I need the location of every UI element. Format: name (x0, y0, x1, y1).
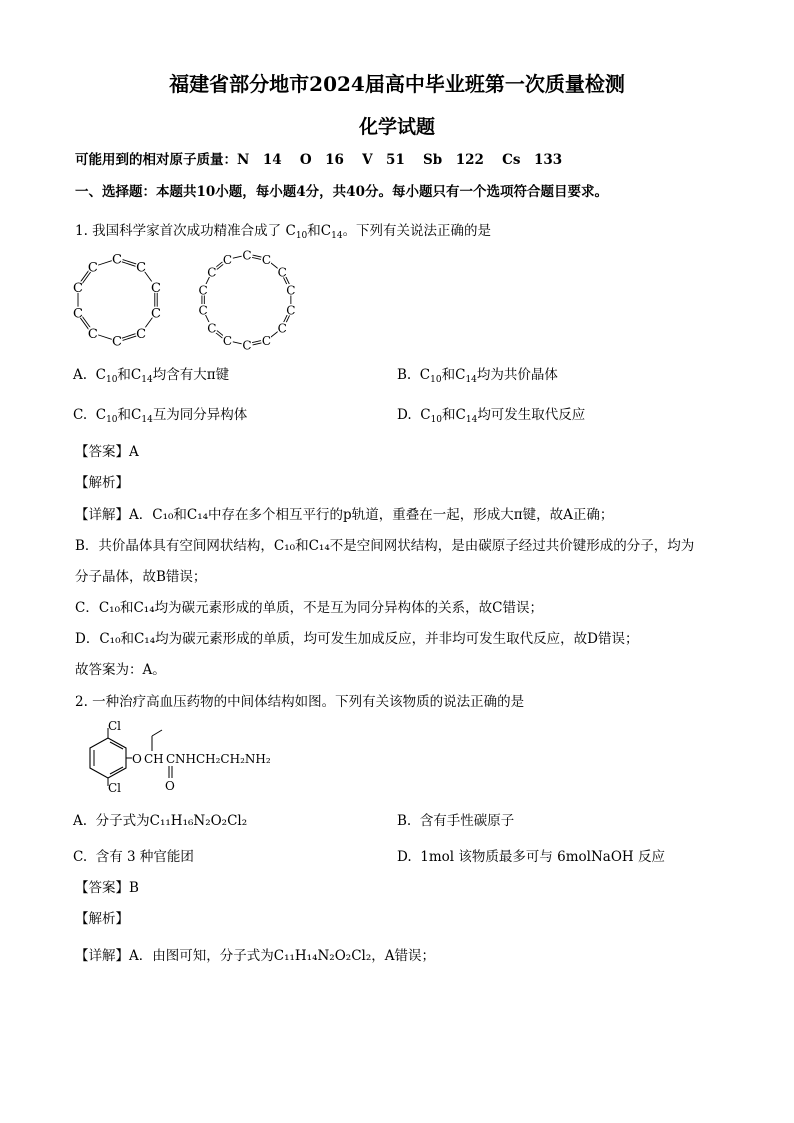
ring-bond (253, 255, 262, 257)
carbonyl-o-label: O (165, 779, 175, 793)
c10-label: $C_{10}$ (285, 223, 308, 241)
ring-bond (252, 341, 261, 343)
ring-carbon-atom: C (261, 252, 272, 267)
q1-explain-line: 【详解】A．C₁₀和C₁₄中存在多个相互平行的p轨道，重叠在一起，形成大π键，故A正确； (75, 507, 614, 523)
ring-bond (98, 261, 112, 265)
ring-carbon-atom: C (73, 306, 83, 322)
q1-stem: 1. 我国科学家首次成功精准合成了 $C_{10}$和$C_{14}$。下列有关说法正确的是 (75, 223, 492, 241)
section-heading: 一、选择题：本题共10小题，每小题4分，共40分。每小题只有一个选项符合题目要求。 (75, 184, 608, 200)
ring-carbon-atom: C (261, 333, 272, 348)
page-title: 福建省部分地市2024届高中毕业班第一次质量检测 (169, 72, 625, 96)
ring-carbon-atom: C (286, 303, 296, 318)
ch-label: CH (144, 752, 164, 766)
ring-bond (123, 336, 137, 340)
ring-carbon-atom: C (277, 265, 287, 280)
ring-carbon-atom: C (198, 303, 208, 318)
q2-analysis-label: 【解析】 (75, 911, 129, 927)
ring-carbon-atom: C (112, 334, 122, 350)
ring-bond (252, 257, 261, 259)
ring-carbon-atom: C (151, 306, 161, 322)
q1-stem-suffix: 。下列有关说法正确的是 (342, 223, 492, 239)
q1-explain-line: 分子晶体，故B错误； (75, 569, 207, 585)
cl-bottom-label: Cl (108, 781, 122, 795)
ring-carbon-atom: C (136, 260, 147, 276)
amine-chain-label: NHCH₂CH₂NH₂ (175, 752, 271, 766)
ring-bond (253, 343, 262, 345)
ring-carbon-atom: C (286, 283, 296, 298)
q1-option-b[interactable]: B. $C_{10}$和$C_{14}$均为共价晶体 (397, 367, 558, 385)
q1-explain-line: B．共价晶体具有空间网状结构，C₁₀和C₁₄不是空间网状结构，是由碳原子经过共价键形成的分子，均为 (75, 538, 695, 554)
ring-bond (123, 260, 137, 264)
carbonyl-c-label: C (166, 752, 176, 766)
ring-carbon-atom: C (87, 326, 98, 342)
ring-carbon-atom: C (112, 252, 122, 268)
q1-option-d[interactable]: D. $C_{10}$和$C_{14}$均可发生取代反应 (397, 407, 586, 425)
q1-option-c[interactable]: C. $C_{10}$和$C_{14}$互为同分异构体 (73, 407, 248, 425)
ring-bond (233, 256, 242, 258)
cl-top-label: Cl (108, 719, 122, 733)
q2-option-c[interactable]: C. 含有 3 种官能团 (73, 849, 194, 865)
c14-label: $C_{14}$ (320, 223, 343, 241)
ring-carbon-atom: C (242, 248, 252, 263)
c14-ring-structure (195, 248, 300, 353)
ring-carbon-atom: C (87, 260, 98, 276)
q1-option-a[interactable]: A. $C_{10}$和$C_{14}$均含有大π键 (73, 367, 230, 385)
ring-bond (215, 262, 222, 268)
q2-answer: 【答案】B (75, 880, 139, 896)
q1-analysis-label: 【解析】 (75, 475, 129, 491)
q2-explain-line: 【详解】A．由图可知，分子式为C₁₁H₁₄N₂O₂Cl₂，A错误； (75, 948, 436, 964)
ring-carbon-atom: C (136, 326, 147, 342)
q2-option-b[interactable]: B. 含有手性碳原子 (397, 813, 515, 829)
q2-option-a[interactable]: A. 分子式为C₁₁H₁₆N₂O₂Cl₂ (73, 813, 248, 829)
ring-carbon-atom: C (277, 321, 287, 336)
ring-carbon-atom: C (73, 281, 83, 297)
q2-option-d[interactable]: D. 1mol 该物质最多可与 6molNaOH 反应 (397, 849, 665, 865)
q1-answer: 【答案】A (75, 444, 139, 460)
q1-explain-line: D．C₁₀和C₁₄均为碳元素形成的单质，均可发生加成反应，并非均可发生取代反应，故D错误； (75, 631, 639, 647)
ring-carbon-atom: C (207, 265, 217, 280)
ring-bond (122, 262, 136, 266)
ring-carbon-atom: C (151, 281, 161, 297)
q2-molecule-structure (70, 718, 280, 798)
ring-bond (122, 334, 136, 338)
ether-o-label: O (132, 752, 142, 766)
ring-carbon-atom: C (222, 252, 233, 267)
q2-stem: 2. 一种治疗高血压药物的中间体结构如图。下列有关该物质的说法正确的是 (75, 694, 525, 710)
page-subtitle: 化学试题 (358, 116, 435, 138)
q1-explain-line: 故答案为：A。 (75, 662, 166, 678)
atomic-masses: 可能用到的相对原子质量：N 14 O 16 V 51 Sb 122 Cs 133 (75, 152, 563, 168)
ring-carbon-atom: C (207, 321, 217, 336)
ring-carbon-atom: C (198, 283, 208, 298)
ring-bond (98, 335, 112, 339)
ring-bond (233, 342, 242, 344)
ring-carbon-atom: C (222, 333, 233, 348)
q1-explain-line: C．C₁₀和C₁₄均为碳元素形成的单质，不是互为同分异构体的关系，故C错误； (75, 600, 543, 616)
ring-carbon-atom: C (242, 338, 252, 353)
ring-bond (215, 332, 222, 338)
q1-stem-prefix: 1. 我国科学家首次成功精准合成了 (75, 223, 286, 239)
c10-ring-structure (70, 250, 165, 350)
